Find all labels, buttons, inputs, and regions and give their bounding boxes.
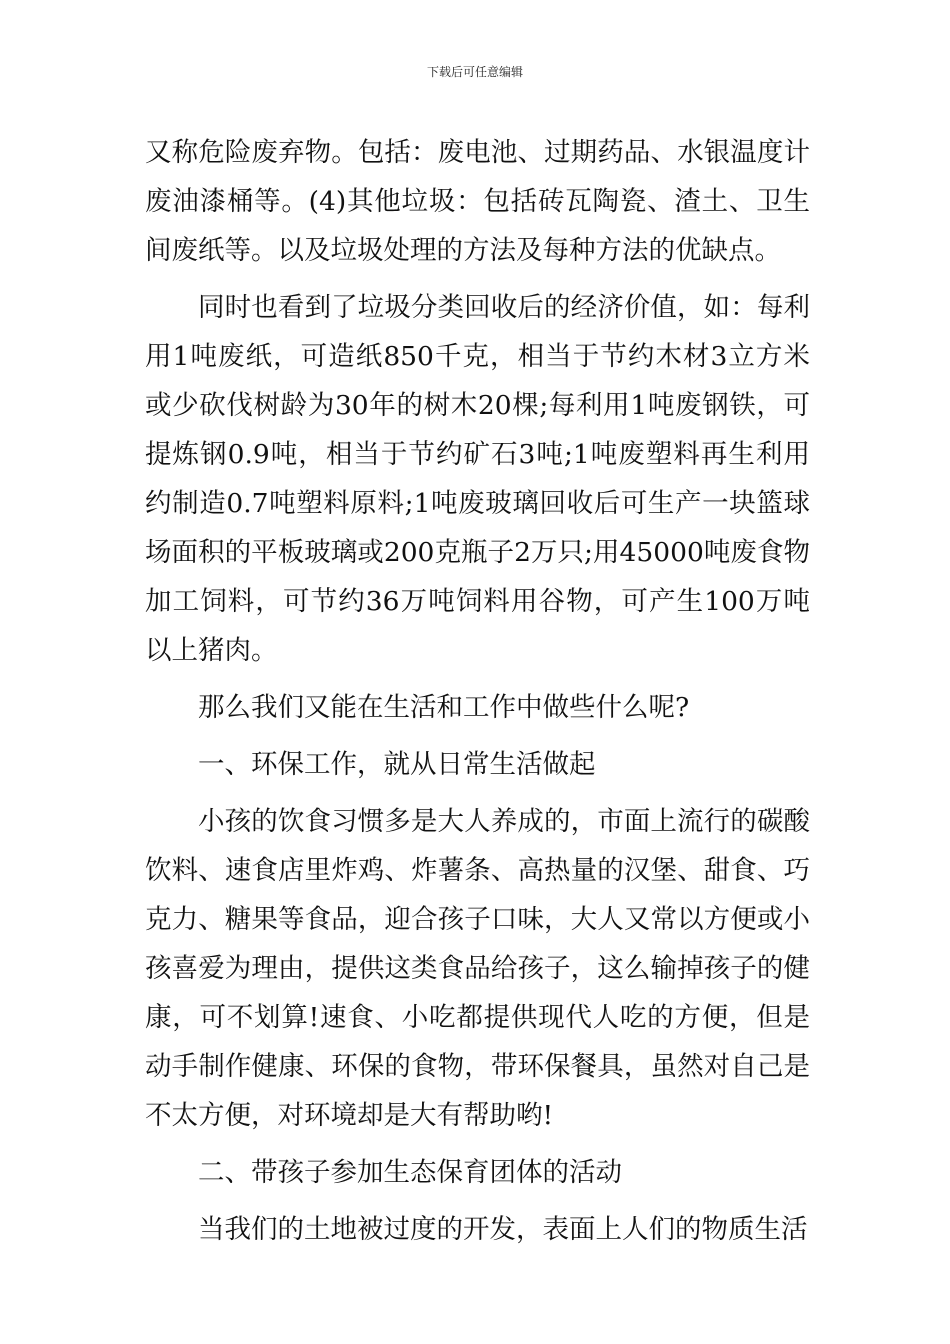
paragraph-land-development: 当我们的土地被过度的开发，表面上人们的物质生活 xyxy=(198,1214,808,1245)
paragraph-question: 那么我们又能在生活和工作中做些什么呢? xyxy=(198,692,690,723)
paragraph-economic-value: 同时也看到了垃圾分类回收后的经济价值，如：每利用1吨废纸，可造纸850千克，相当于节约木材3立方米或少砍伐树龄为30年的树木20棵;每利用1吨废钢铁，可提炼钢0.9吨，相当于节约矿石3吨;1吨废塑料再生利用约制造0.7吨塑料原料;1吨废玻璃回收后可生产一块篮球场面积的平板玻璃或200克瓶子2万只;用45000吨废食物加工饲料，可节约36万吨饲料用谷物，可产生100万吨以上猪肉。 xyxy=(145,292,810,666)
heading-section-one: 一、环保工作，就从日常生活做起 xyxy=(198,749,596,780)
page-header: 下载后可任意编辑 xyxy=(426,65,523,79)
document-body xyxy=(145,128,810,1262)
paragraph-children-diet: 小孩的饮食习惯多是大人养成的，市面上流行的碳酸饮料、速食店里炸鸡、炸薯条、高热量的汉堡、甜食、巧克力、糖果等食品，迎合孩子口味，大人又常以方便或小孩喜爱为理由，提供这类食品给孩子，这么输掉孩子的健康，可不划算!速食、小吃都提供现代人吃的方便，但是动手制作健康、环保的食物，带环保餐具，虽然对自己是不太方便，对环境却是大有帮助哟! xyxy=(145,806,810,1131)
paragraph-hazardous-waste: 又称危险废弃物。包括：废电池、过期药品、水银温度计废油漆桶等。(4)其他垃圾：包括砖瓦陶瓷、渣土、卫生间废纸等。以及垃圾处理的方法及每种方法的优缺点。 xyxy=(145,137,810,266)
heading-section-two: 二、带孩子参加生态保育团体的活动 xyxy=(198,1157,622,1188)
